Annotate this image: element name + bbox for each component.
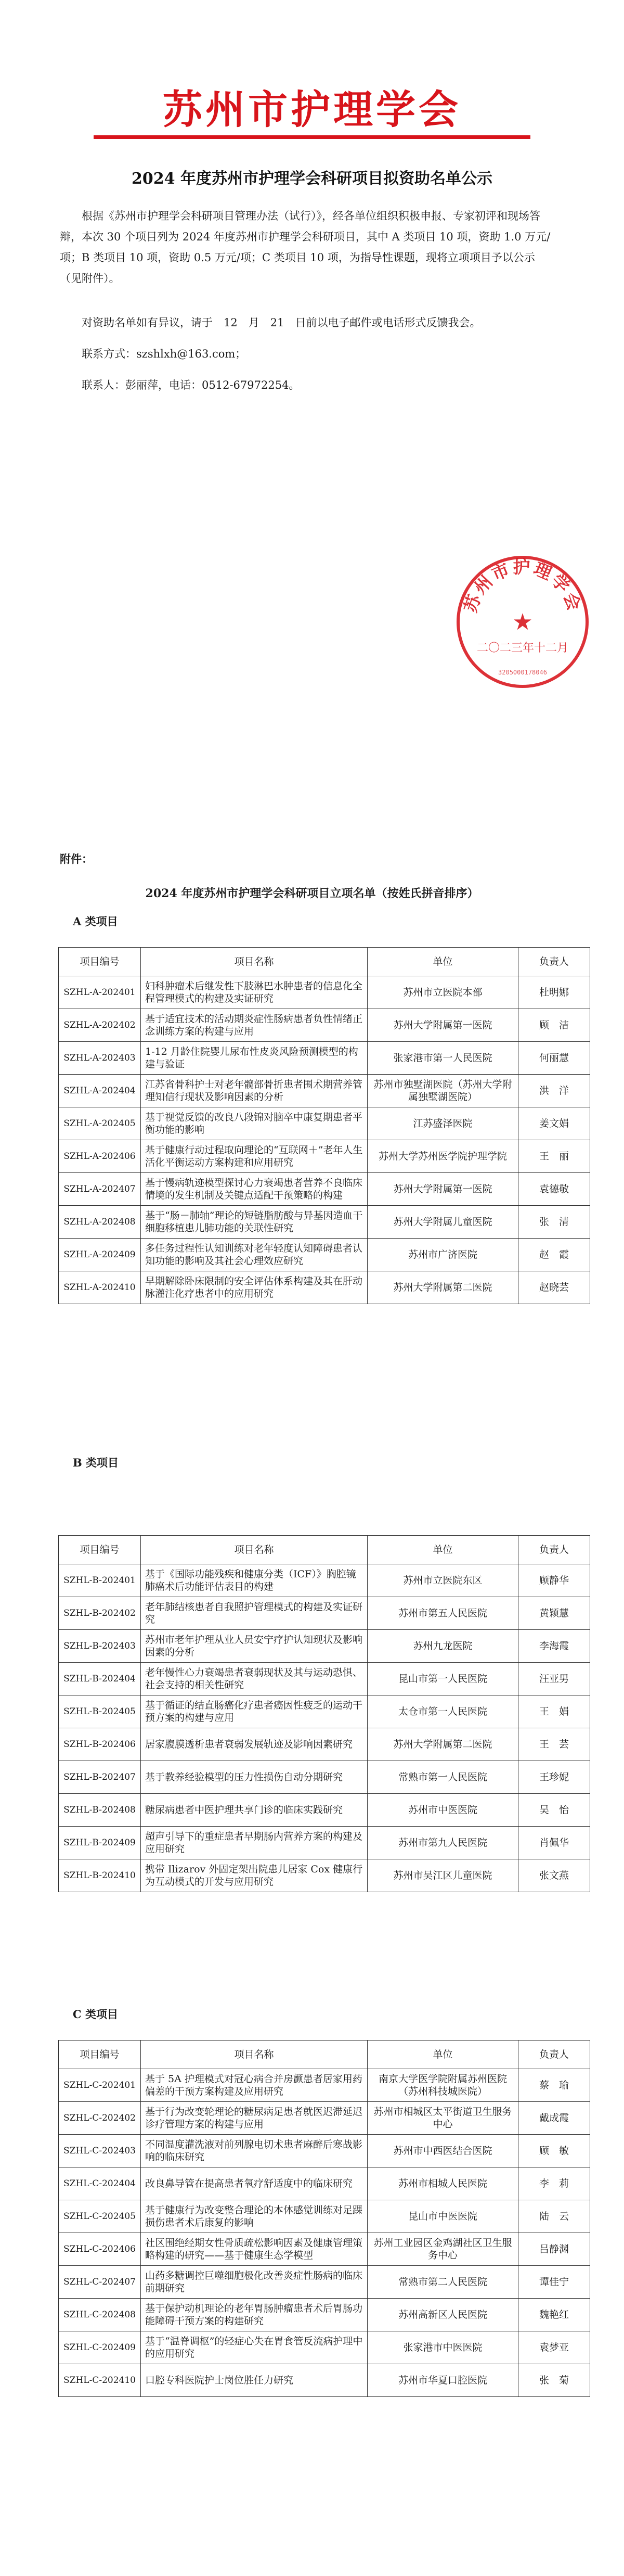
project-unit: 苏州市第五人民医院 xyxy=(368,1597,518,1630)
table-row xyxy=(59,1794,590,1827)
table-row xyxy=(59,1075,590,1107)
project-name: 基于保护动机理论的老年胃肠肿瘤患者术后胃肠功能障碍干预方案的构建研究 xyxy=(141,2299,368,2331)
project-unit: 昆山市中医医院 xyxy=(368,2200,518,2233)
table-row xyxy=(59,1009,590,1042)
project-code: SZHL-B-202402 xyxy=(59,1597,141,1630)
project-code: SZHL-A-202406 xyxy=(59,1140,141,1173)
project-unit: 江苏盛泽医院 xyxy=(368,1107,518,1140)
project-leader: 赵 霞 xyxy=(518,1239,590,1271)
project-name: 老年肺结核患者自我照护管理模式的构建及实证研究 xyxy=(141,1597,368,1630)
project-code: SZHL-A-202404 xyxy=(59,1075,141,1107)
project-code: SZHL-A-202403 xyxy=(59,1042,141,1075)
table-row xyxy=(59,2200,590,2233)
project-code: SZHL-B-202401 xyxy=(59,1564,141,1597)
project-code: SZHL-B-202407 xyxy=(59,1761,141,1794)
project-name: 基于 5A 护理模式对冠心病合并房颤患者居家用药偏差的干预方案构建及应用研究 xyxy=(141,2069,368,2102)
project-unit: 常熟市第一人民医院 xyxy=(368,1761,518,1794)
project-name: 山药多糖调控巨噬细胞极化改善炎症性肠病的临床前期研究 xyxy=(141,2266,368,2299)
seal-org-text: 苏州市护理学会 xyxy=(460,557,586,615)
project-leader: 杜明娜 xyxy=(518,976,590,1009)
project-name: 基于行为改变轮理论的糖尿病足患者就医迟滞延迟诊疗管理方案的构建与应用 xyxy=(141,2102,368,2135)
project-unit: 苏州大学附属儿童医院 xyxy=(368,1206,518,1239)
project-leader: 李海霞 xyxy=(518,1630,590,1663)
table-row xyxy=(59,1695,590,1728)
project-code: SZHL-C-202410 xyxy=(59,2364,141,2397)
table-row xyxy=(59,1107,590,1140)
project-code: SZHL-A-202408 xyxy=(59,1206,141,1239)
table-row xyxy=(59,2233,590,2266)
table-row xyxy=(59,2135,590,2167)
column-header-code: 项目编号 xyxy=(59,948,141,976)
project-unit: 苏州大学苏州医学院护理学院 xyxy=(368,1140,518,1173)
project-code: SZHL-C-202409 xyxy=(59,2331,141,2364)
project-leader: 洪 洋 xyxy=(518,1075,590,1107)
category-a-label: A 类项目 xyxy=(73,915,118,928)
project-unit: 苏州市立医院本部 xyxy=(368,976,518,1009)
project-leader: 袁梦亚 xyxy=(518,2331,590,2364)
table-row xyxy=(59,1663,590,1695)
project-leader: 赵晓芸 xyxy=(518,1271,590,1304)
contact-person: 联系人：彭丽萍，电话：0512-67972254。 xyxy=(82,379,300,391)
column-header-name: 项目名称 xyxy=(141,948,368,976)
table-row xyxy=(59,1827,590,1859)
table-row xyxy=(59,1597,590,1630)
project-name: 基于健康行动过程取向理论的“互联网＋”老年人生活化平衡运动方案构建和应用研究 xyxy=(141,1140,368,1173)
project-unit: 苏州大学附属第一医院 xyxy=(368,1009,518,1042)
project-name: 基于适宜技术的活动期炎症性肠病患者负性情绪正念训练方案的构建与应用 xyxy=(141,1009,368,1042)
table-header-row xyxy=(59,1536,590,1564)
project-name: 基于循证的结直肠癌化疗患者癌因性疲乏的运动干预方案的构建与应用 xyxy=(141,1695,368,1728)
project-name: 携带 Ilizarov 外固定架出院患儿居家 Cox 健康行为互动模式的开发与应用研究 xyxy=(141,1859,368,1892)
project-code: SZHL-A-202409 xyxy=(59,1239,141,1271)
project-name: 基于《国际功能残疾和健康分类（ICF）》胸腔镜肺癌术后功能评估表目的构建 xyxy=(141,1564,368,1597)
table-row xyxy=(59,1206,590,1239)
table-row xyxy=(59,2266,590,2299)
project-code: SZHL-A-202410 xyxy=(59,1271,141,1304)
table-row xyxy=(59,2167,590,2200)
table-row xyxy=(59,1630,590,1663)
project-name: 社区围绝经期女性骨质疏松影响因素及健康管理策略构建的研究——基于健康生态学模型 xyxy=(141,2233,368,2266)
table-row xyxy=(59,2331,590,2364)
project-leader: 顾 洁 xyxy=(518,1009,590,1042)
project-code: SZHL-C-202407 xyxy=(59,2266,141,2299)
project-unit: 苏州工业园区金鸡湖社区卫生服务中心 xyxy=(368,2233,518,2266)
project-unit: 苏州市中医医院 xyxy=(368,1794,518,1827)
project-leader: 王 芸 xyxy=(518,1728,590,1761)
table-row xyxy=(59,2299,590,2331)
project-name: 居家腹膜透析患者衰弱发展轨迹及影响因素研究 xyxy=(141,1728,368,1761)
org-title: 苏州市护理学会 xyxy=(163,86,461,133)
project-code: SZHL-C-202401 xyxy=(59,2069,141,2102)
project-name: 基于视觉反馈的改良八段锦对脑卒中康复期患者平衡功能的影响 xyxy=(141,1107,368,1140)
column-header-code: 项目编号 xyxy=(59,2041,141,2069)
column-header-leader: 负责人 xyxy=(518,1536,590,1564)
intro-paragraph: 根据《苏州市护理学会科研项目管理办法（试行）》，经各单位组织积极申报、专家初评和现场答辩，本次 30 个项目列为 2024 年度苏州市护理学会科研项目，其中 A 类项目 10 项，资助 1.0 万元/项；B 类项目 10 项，资助 0.5 万元/项；C 类项目 10 项，为指导性课题，现将立项项目予以公示（见附件）。 xyxy=(60,210,551,285)
project-leader: 王 丽 xyxy=(518,1140,590,1173)
seal-serial: 3205000178046 xyxy=(498,669,547,676)
project-name: 妇科肿瘤术后继发性下肢淋巴水肿患者的信息化全程管理模式的构建及实证研究 xyxy=(141,976,368,1009)
seal-star-icon: ★ xyxy=(512,609,533,635)
project-unit: 苏州市吴江区儿童医院 xyxy=(368,1859,518,1892)
project-leader: 蔡 瑜 xyxy=(518,2069,590,2102)
project-unit: 张家港市中医医院 xyxy=(368,2331,518,2364)
project-unit: 南京大学医学院附属苏州医院（苏州科技城医院） xyxy=(368,2069,518,2102)
project-leader: 张文燕 xyxy=(518,1859,590,1892)
seal-date: 二〇二三年十二月 xyxy=(476,642,569,655)
project-unit: 苏州市中西医结合医院 xyxy=(368,2135,518,2167)
project-leader: 魏艳红 xyxy=(518,2299,590,2331)
project-leader: 王珍妮 xyxy=(518,1761,590,1794)
project-leader: 吕静渊 xyxy=(518,2233,590,2266)
project-name: 基于“温脊调枢”的轻症心失在胃食管反流病护理中的应用研究 xyxy=(141,2331,368,2364)
table-row xyxy=(59,1140,590,1173)
project-leader: 陆 云 xyxy=(518,2200,590,2233)
project-code: SZHL-B-202408 xyxy=(59,1794,141,1827)
project-name: 苏州市老年护理从业人员安宁疗护认知现状及影响因素的分析 xyxy=(141,1630,368,1663)
project-unit: 苏州市相城区太平街道卫生服务中心 xyxy=(368,2102,518,2135)
contact-email: 联系方式：szshlxh@163.com； xyxy=(82,348,246,360)
column-header-name: 项目名称 xyxy=(141,1536,368,1564)
project-code: SZHL-B-202406 xyxy=(59,1728,141,1761)
project-name: 超声引导下的重症患者早期肠内营养方案的构建及应用研究 xyxy=(141,1827,368,1859)
project-unit: 苏州市独墅湖医院（苏州大学附属独墅湖医院） xyxy=(368,1075,518,1107)
project-name: 早期解除卧床限制的安全评估体系构建及其在肝动脉灌注化疗患者中的应用研究 xyxy=(141,1271,368,1304)
list-title: 2024 年度苏州市护理学会科研项目立项名单（按姓氏拼音排序） xyxy=(145,887,479,900)
project-code: SZHL-A-202405 xyxy=(59,1107,141,1140)
project-name: 改良鼻导管在提高患者氧疗舒适度中的临床研究 xyxy=(141,2167,368,2200)
project-code: SZHL-C-202406 xyxy=(59,2233,141,2266)
project-leader: 戴成霞 xyxy=(518,2102,590,2135)
project-code: SZHL-B-202405 xyxy=(59,1695,141,1728)
project-unit: 苏州高新区人民医院 xyxy=(368,2299,518,2331)
project-code: SZHL-B-202409 xyxy=(59,1827,141,1859)
project-code: SZHL-C-202405 xyxy=(59,2200,141,2233)
table-row xyxy=(59,1728,590,1761)
project-code: SZHL-B-202403 xyxy=(59,1630,141,1663)
project-leader: 吴 怡 xyxy=(518,1794,590,1827)
notice-title: 2024 年度苏州市护理学会科研项目拟资助名单公示 xyxy=(132,170,492,188)
project-name: 基于“肠－肺轴”理论的短链脂肪酸与异基因造血干细胞移植患儿肺功能的关联性研究 xyxy=(141,1206,368,1239)
project-unit: 苏州市立医院东区 xyxy=(368,1564,518,1597)
project-leader: 袁德敬 xyxy=(518,1173,590,1206)
table-row xyxy=(59,1271,590,1304)
project-leader: 王 娟 xyxy=(518,1695,590,1728)
column-header-leader: 负责人 xyxy=(518,2041,590,2069)
annex-label: 附件： xyxy=(60,852,93,865)
table-row xyxy=(59,1859,590,1892)
table-row xyxy=(59,2364,590,2397)
project-unit: 张家港市第一人民医院 xyxy=(368,1042,518,1075)
column-header-unit: 单位 xyxy=(368,1536,518,1564)
project-leader: 姜文娟 xyxy=(518,1107,590,1140)
project-unit: 苏州市华夏口腔医院 xyxy=(368,2364,518,2397)
project-leader: 顾静华 xyxy=(518,1564,590,1597)
table-row xyxy=(59,1564,590,1597)
table-row xyxy=(59,1761,590,1794)
project-leader: 张 菊 xyxy=(518,2364,590,2397)
project-leader: 谭佳宁 xyxy=(518,2266,590,2299)
project-unit: 苏州九龙医院 xyxy=(368,1630,518,1663)
project-code: SZHL-A-202402 xyxy=(59,1009,141,1042)
project-leader: 黄颖慧 xyxy=(518,1597,590,1630)
column-header-code: 项目编号 xyxy=(59,1536,141,1564)
category-b-label: B 类项目 xyxy=(73,1456,119,1469)
project-name: 基于慢病轨迹模型探讨心力衰竭患者营养不良临床情境的发生机制及关键点适配干预策略的构建 xyxy=(141,1173,368,1206)
table-row xyxy=(59,2069,590,2102)
project-unit: 苏州大学附属第一医院 xyxy=(368,1173,518,1206)
project-leader: 何丽慧 xyxy=(518,1042,590,1075)
project-unit: 常熟市第二人民医院 xyxy=(368,2266,518,2299)
project-unit: 苏州大学附属第二医院 xyxy=(368,1271,518,1304)
svg-text:苏州市护理学会 xyxy=(460,557,586,615)
project-unit: 昆山市第一人民医院 xyxy=(368,1663,518,1695)
project-name: 基于健康行为改变整合理论的本体感觉训练对足踝损伤患者术后康复的影响 xyxy=(141,2200,368,2233)
project-name: 不同温度灌洗液对前列腺电切术患者麻醉后寒战影响的临床研究 xyxy=(141,2135,368,2167)
table-row xyxy=(59,1173,590,1206)
header-divider xyxy=(94,135,530,139)
project-name: 1-12 月龄住院婴儿尿布性皮炎风险预测模型的构建与验证 xyxy=(141,1042,368,1075)
project-name: 糖尿病患者中医护理共享门诊的临床实践研究 xyxy=(141,1794,368,1827)
project-code: SZHL-B-202404 xyxy=(59,1663,141,1695)
table-row xyxy=(59,2102,590,2135)
category-b-table xyxy=(58,1535,590,1892)
project-name: 基于教养经验模型的压力性损伤自动分期研究 xyxy=(141,1761,368,1794)
project-leader: 李 莉 xyxy=(518,2167,590,2200)
project-name: 老年慢性心力衰竭患者衰弱现状及其与运动恐惧、社会支持的相关性研究 xyxy=(141,1663,368,1695)
project-code: SZHL-C-202403 xyxy=(59,2135,141,2167)
official-seal xyxy=(452,552,593,692)
project-code: SZHL-A-202401 xyxy=(59,976,141,1009)
table-header-row xyxy=(59,948,590,976)
project-leader: 肖佩华 xyxy=(518,1827,590,1859)
column-header-name: 项目名称 xyxy=(141,2041,368,2069)
category-c-table xyxy=(58,2040,590,2397)
table-row xyxy=(59,1042,590,1075)
project-name: 江苏省骨科护士对老年髋部骨折患者围术期营养管理知信行现状及影响因素的分析 xyxy=(141,1075,368,1107)
project-leader: 张 清 xyxy=(518,1206,590,1239)
project-leader: 顾 敏 xyxy=(518,2135,590,2167)
project-unit: 苏州市广济医院 xyxy=(368,1239,518,1271)
project-name: 口腔专科医院护士岗位胜任力研究 xyxy=(141,2364,368,2397)
project-leader: 汪亚男 xyxy=(518,1663,590,1695)
project-code: SZHL-C-202402 xyxy=(59,2102,141,2135)
category-c-label: C 类项目 xyxy=(73,2008,119,2021)
project-name: 多任务过程性认知训练对老年轻度认知障碍患者认知功能的影响及其社会心理效应研究 xyxy=(141,1239,368,1271)
project-code: SZHL-A-202407 xyxy=(59,1173,141,1206)
table-row xyxy=(59,1239,590,1271)
category-a-table xyxy=(58,947,590,1304)
column-header-unit: 单位 xyxy=(368,2041,518,2069)
project-unit: 苏州大学附属第二医院 xyxy=(368,1728,518,1761)
project-code: SZHL-B-202410 xyxy=(59,1859,141,1892)
project-code: SZHL-C-202408 xyxy=(59,2299,141,2331)
table-row xyxy=(59,976,590,1009)
column-header-unit: 单位 xyxy=(368,948,518,976)
project-unit: 苏州市第九人民医院 xyxy=(368,1827,518,1859)
feedback-paragraph: 对资助名单如有异议，请于 12 月 21 日前以电子邮件或电话形式反馈我会。 xyxy=(82,316,481,329)
project-unit: 太仓市第一人民医院 xyxy=(368,1695,518,1728)
column-header-leader: 负责人 xyxy=(518,948,590,976)
project-unit: 苏州市相城人民医院 xyxy=(368,2167,518,2200)
table-header-row xyxy=(59,2041,590,2069)
project-code: SZHL-C-202404 xyxy=(59,2167,141,2200)
